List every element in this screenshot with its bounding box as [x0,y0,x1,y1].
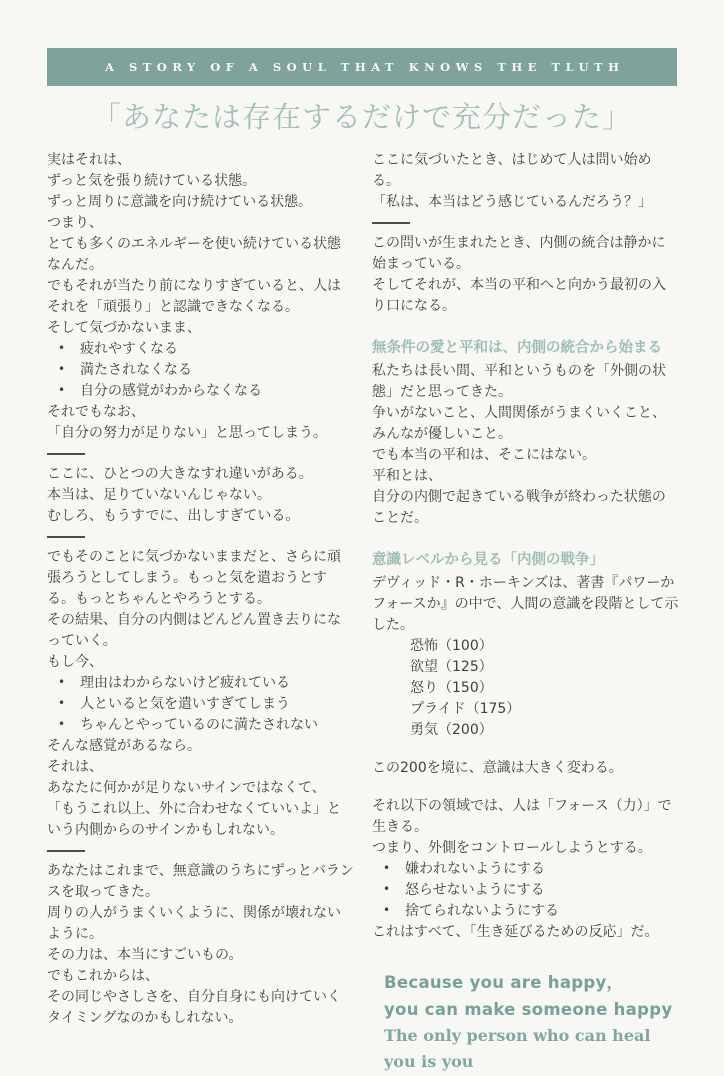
paragraph [372,758,679,779]
bullet-dot-icon: • [58,696,66,710]
bullet-dot-icon: • [58,675,66,689]
text-line: もし今、 [47,654,103,670]
text-line: むしろ、もうすでに、出しすぎている。 [47,508,300,524]
bullet-list-item [47,360,354,381]
text-line: つまり、外側をコントロールしようとする。 [372,839,652,856]
paragraph [372,361,679,529]
bullet-dot-icon: • [58,383,66,397]
paragraph [372,922,679,943]
bullet-text: 理由はわからないけど疲れている [80,675,290,691]
bullet-text: 自分の感覚がわからなくなる [80,383,262,399]
text-line: そんな感覚があるなら。 [47,738,201,754]
text-line: この問いが生まれたとき、内側の統合は静かに始まっている。 [372,235,666,272]
bullet-text: 満たされなくなる [80,362,192,378]
text-line: 「私は、本当はどう感じているんだろう？」 [372,194,652,210]
text-line: ずっと気を張り続けている状態。 [47,173,257,189]
bullet-list-item [47,339,354,360]
paragraph [372,233,679,317]
level-item: 欲望（125） [410,658,493,675]
bullet-list-item [47,381,354,402]
text-line: その結果、自分の内側はどんどん置き去りになっていく。 [47,612,341,649]
text-line: そして気づかないまま、 [47,320,201,336]
paragraph [372,150,679,213]
level-item: 怒り（150） [410,679,493,696]
bullet-list-item [47,715,354,736]
text-line: 「もうこれ以上、外に合わせなくていいよ」という内側からのサインかもしれない。 [47,801,341,838]
text-line: 争いがないこと、人間関係がうまくいくこと、みんなが優しいこと。 [372,404,666,442]
text-line: 私たちは長い間、平和というものを「外側の状態」だと思ってきた。 [372,362,666,400]
level-item: 恐怖（100） [410,637,493,654]
text-line: あなたに何かが足りないサインではなくて、 [47,780,326,796]
bullet-list-item [372,880,679,901]
bullet-dot-icon: • [58,362,66,376]
text-line: それでもなお、 [47,404,145,420]
consciousness-levels-list [372,636,679,741]
bullet-text: 捨てられないようにする [405,902,559,919]
text-line: つまり、 [47,215,103,231]
bullet-text: 嫌われないようにする [405,860,545,877]
text-line: ここに気づいたとき、はじめて人は問い始める。 [372,152,652,189]
level-item: プライド（175） [410,700,521,717]
quote-sans-line: you can make someone happy [384,999,673,1019]
bullet-list-item [47,694,354,715]
bullet-text: ちゃんとやっているのに満たされない [80,717,318,733]
level-item: 勇気（200） [410,721,493,738]
text-line: この200を境に、意識は大きく変わる。 [372,759,623,776]
text-line: 自分の内側で起きている戦争が終わった状態のことだ。 [372,488,666,526]
text-line: 平和とは、 [372,467,442,484]
section-heading: 無条件の愛と平和は、内側の統合から始まる [372,340,662,356]
bullet-text: 怒らせないようにする [405,881,545,898]
section-heading: 意識レベルから見る「内側の戦争」 [372,551,604,568]
paragraph [47,150,354,339]
text-line: とても多くのエネルギーを使い続けている状態なんだ。 [47,236,341,273]
text-line: デヴィッド・R・ホーキンズは、著書『パワーかフォースか』の中で、人間の意識を段階として示した。 [372,574,679,633]
text-line: でもそれが当たり前になりすぎていると、人はそれを「頑張り」と認識できなくなる。 [47,278,341,315]
paragraph [47,736,354,841]
two-column-body [47,150,679,1076]
footer-quote [372,969,679,1076]
text-line: ここに、ひとつの大きなすれ違いがある。 [47,466,313,482]
text-line: でも本当の平和は、そこにはない。 [372,446,596,463]
section-divider [47,850,85,852]
bullet-list-item [372,859,679,880]
section-divider [47,453,85,455]
section-divider [47,536,85,538]
text-line: そしてそれが、本当の平和へと向かう最初の入り口になる。 [372,277,666,314]
text-line: 「自分の努力が足りない」と思ってしまう。 [47,425,327,441]
paragraph [47,464,354,527]
text-line: それは、 [47,759,103,775]
left-column [47,150,354,1076]
bullet-list [47,673,354,736]
paragraph [372,796,679,859]
bullet-list [372,859,679,922]
text-line: 本当は、足りていないんじゃない。 [47,487,271,503]
text-line: あなたはこれまで、無意識のうちにずっとバランスを取ってきた。 [47,863,354,900]
right-column [372,150,679,1076]
text-line: 実はそれは、 [47,152,131,168]
text-line: その力は、本当にすごいもの。 [47,947,243,963]
bullet-list [47,339,354,402]
text-line: ずっと周りに意識を向け続けている状態。 [47,194,313,210]
text-line: 周りの人がうまくいくように、関係が壊れないように。 [47,905,341,942]
paragraph [47,402,354,444]
bullet-text: 人といると気を遣いすぎてしまう [80,696,290,712]
text-line: それ以下の領域では、人は「フォース（力）」で生きる。 [372,797,672,835]
text-line: これはすべて、「生き延びるための反応」だ。 [372,923,659,940]
bullet-list-item [372,901,679,922]
bullet-dot-icon: • [58,717,66,731]
section-divider [372,222,410,224]
quote-sans-line: Because you are happy， [384,972,624,992]
page-title: 「あなたは存在するだけで充分だった」 [91,100,632,134]
bullet-dot-icon: • [383,902,391,917]
bullet-list-item [47,673,354,694]
text-line: でもそのことに気づかないままだと、さらに頑張ろうとしてしまう。もっと気を遣おうとする。もっとちゃんとやろうとする。 [47,549,341,607]
header-banner [47,48,677,86]
quote-serif-line: The only person who can heal you is you [384,1025,651,1072]
text-line: でもこれからは、 [47,968,159,984]
paragraph [47,861,354,1029]
bullet-text: 疲れやすくなる [80,341,178,357]
paragraph [372,573,679,636]
bullet-dot-icon: • [383,881,391,896]
bullet-dot-icon: • [58,341,66,355]
bullet-dot-icon: • [383,860,391,875]
text-line: その同じやさしさを、自分自身にも向けていくタイミングなのかもしれない。 [47,989,341,1026]
banner-text: A STORY OF A SOUL THAT KNOWS THE TLUTH [105,60,625,74]
paragraph [47,547,354,673]
